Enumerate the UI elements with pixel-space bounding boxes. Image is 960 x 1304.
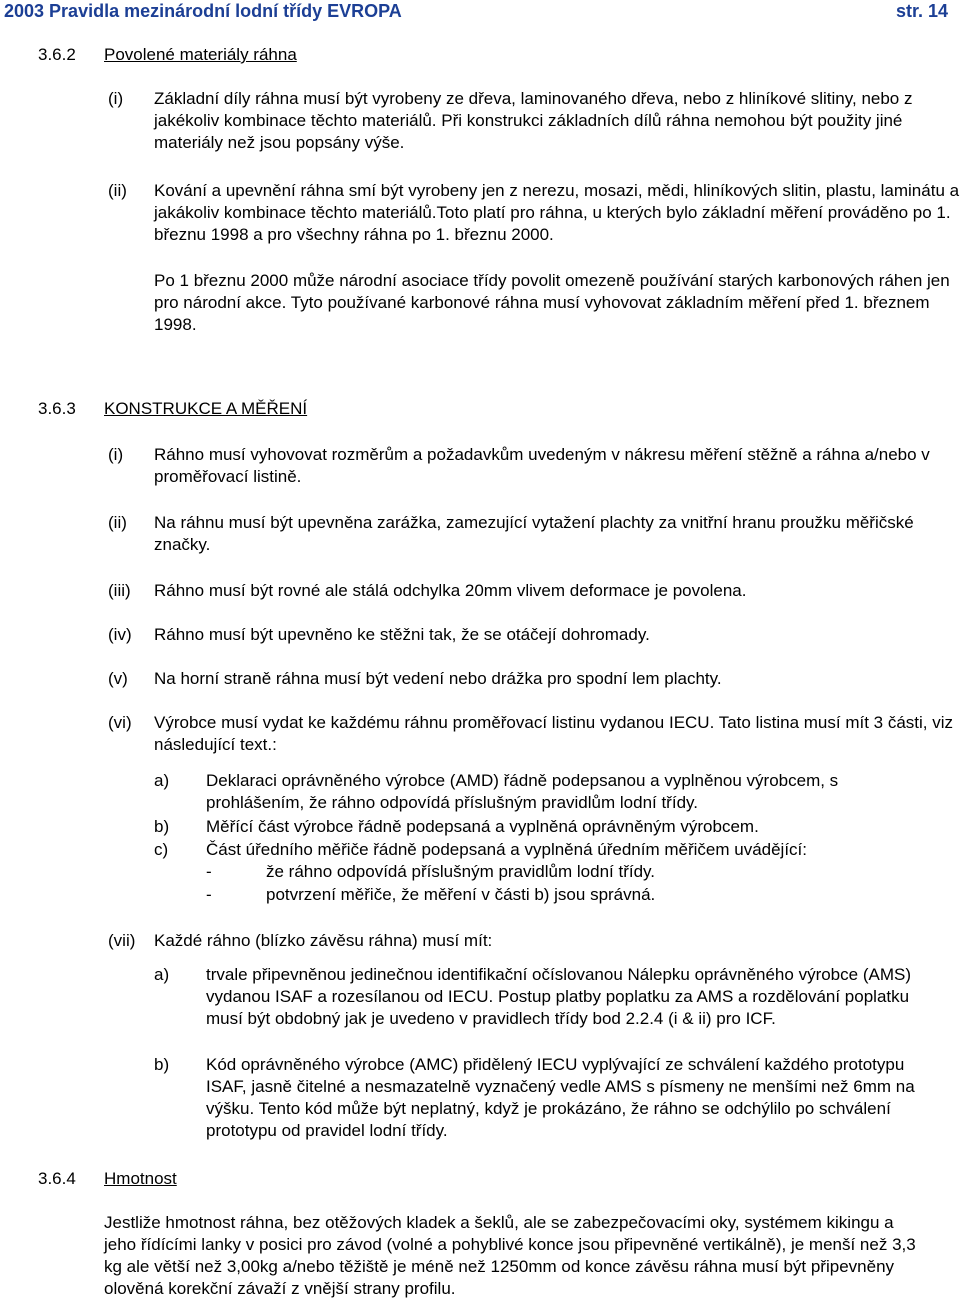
section-heading-3-6-2: [38, 44, 297, 66]
sub-item-text: Deklaraci oprávněného výrobce (AMD) řádně podepsanou a vyplněnou výrobcem, s prohlášením, že ráhno odpovídá příslušným pravidlům lodní třídy.: [206, 771, 839, 812]
item-text: Základní díly ráhna musí být vyrobeny ze dřeva, laminovaného dřeva, nebo z hliníkové slitiny, nebo z jakékoliv kombinace těchto materiálů. Při konstrukci základních dílů ráhna nemohou být použity jiné materiály než jsou popsány výše.: [154, 89, 913, 152]
item-label: (v): [108, 669, 128, 688]
sub-item-text: Měřící část výrobce řádně podepsaná a vyplněná oprávněným výrobcem.: [206, 817, 759, 836]
dash-text: že ráhno odpovídá příslušným pravidlům lodní třídy.: [266, 862, 655, 881]
item-label: (ii): [108, 181, 127, 200]
paragraph: Jestliže hmotnost ráhna, bez otěžových kladek a šeklů, ale se zabezpečovacími oky, systémem kikingu a jeho řídícími lanky v posici pro závod (volné a pohyblivé konce jsou připevněné vertikálně), je menší než 3,3 kg ale větší než 3,00kg a/nebo těžiště je méně než 1250mm od konce závěsu ráhna musí být připevněny olověná korekční závaží z vnější strany profilu.: [104, 1213, 916, 1298]
section-heading-3-6-4: [38, 1168, 177, 1190]
section-title: Povolené materiály ráhna: [104, 45, 297, 64]
sub-item-key: a): [154, 771, 170, 790]
section-number: 3.6.4: [38, 1169, 76, 1188]
item-text: Na ráhnu musí být upevněna zarážka, zamezující vytažení plachty za vnitřní hranu proužku měřičské značky.: [154, 513, 914, 554]
sub-item-key: b): [154, 1055, 170, 1074]
dash-text: potvrzení měřiče, že měření v části b) jsou správná.: [266, 885, 656, 904]
item-label: (ii): [108, 513, 127, 532]
item-text: Na horní straně ráhna musí být vedení nebo drážka pro spodní lem plachty.: [154, 669, 722, 688]
section-title: Hmotnost: [104, 1169, 177, 1188]
sub-item-key: b): [154, 817, 170, 836]
sub-item-key: c): [154, 840, 169, 859]
item-label: (iii): [108, 581, 131, 600]
item-text: Ráhno musí vyhovovat rozměrům a požadavkům uvedeným v nákresu měření stěžně a ráhna a/nebo v proměřovací listině.: [154, 445, 930, 486]
section-heading-3-6-3: [38, 398, 307, 420]
paragraph: Po 1 březnu 2000 může národní asociace třídy povolit omezeně používání starých karbonových ráhen jen pro národní akce. Tyto používané karbonové ráhna musí vyhovovat základním měření před 1. březnem 1998.: [154, 271, 950, 334]
sub-item-text: Část úředního měřiče řádně podepsaná a vyplněná úředním měřičem uvádějící:: [206, 840, 808, 859]
item-label: (i): [108, 445, 124, 464]
item-label: (iv): [108, 625, 132, 644]
page-header: [0, 0, 960, 22]
sub-item-text: Kód oprávněného výrobce (AMC) přidělený IECU vyplývající ze schválení každého prototypu ISAF, jasně čitelné a nesmazatelně vyznačený vedle AMS s písmeny ne menšími než 6mm na výšku. Tento kód může být neplatný, když je prokázáno, že ráhno se odchýlilo po schválení prototypu od pravidel lodní třídy.: [206, 1055, 915, 1140]
sub-item-text: trvale připevněnou jedinečnou identifikační očíslovanou Nálepku oprávněného výrobce (AMS) vydanou ISAF a rozesílanou od IECU. Postup platby poplatku za AMS a rozdělování poplatku musí být obdobný jak je uvedeno v pravidlech třídy bod 2.2.4 (i & ii) pro ICF.: [206, 965, 911, 1028]
item-text: Výrobce musí vydat ke každému ráhnu proměřovací listinu vydanou IECU. Tato listina musí mít 3 části, viz následující text.:: [154, 713, 954, 754]
item-text: Ráhno musí být upevněno ke stěžni tak, že se otáčejí dohromady.: [154, 625, 650, 644]
item-text: Každé ráhno (blízko závěsu ráhna) musí mít:: [154, 931, 493, 950]
section-number: 3.6.2: [38, 45, 76, 64]
section-title: KONSTRUKCE A MĚŘENÍ: [104, 399, 308, 418]
dash-bullet: -: [206, 885, 212, 904]
page-number: str. 14: [895, 1, 948, 21]
document-title: 2003 Pravidla mezinárodní lodní třídy EVROPA: [4, 1, 402, 21]
dash-bullet: -: [206, 862, 212, 881]
item-label: (i): [108, 89, 124, 108]
item-label: (vii): [108, 931, 136, 950]
item-label: (vi): [108, 713, 132, 732]
item-text: Kování a upevnění ráhna smí být vyrobeny jen z nerezu, mosazi, mědi, hliníkových slitin, plastu, laminátu a jakákoliv kombinace těchto materiálů.Toto platí pro ráhna, u kterých bylo základní měření prováděno po 1. březnu 1998 a pro všechny ráhna po 1. březnu 2000.: [154, 181, 960, 244]
sub-item-key: a): [154, 965, 170, 984]
section-number: 3.6.3: [38, 399, 76, 418]
item-text: Ráhno musí být rovné ale stálá odchylka 20mm vlivem deformace je povolena.: [154, 581, 747, 600]
